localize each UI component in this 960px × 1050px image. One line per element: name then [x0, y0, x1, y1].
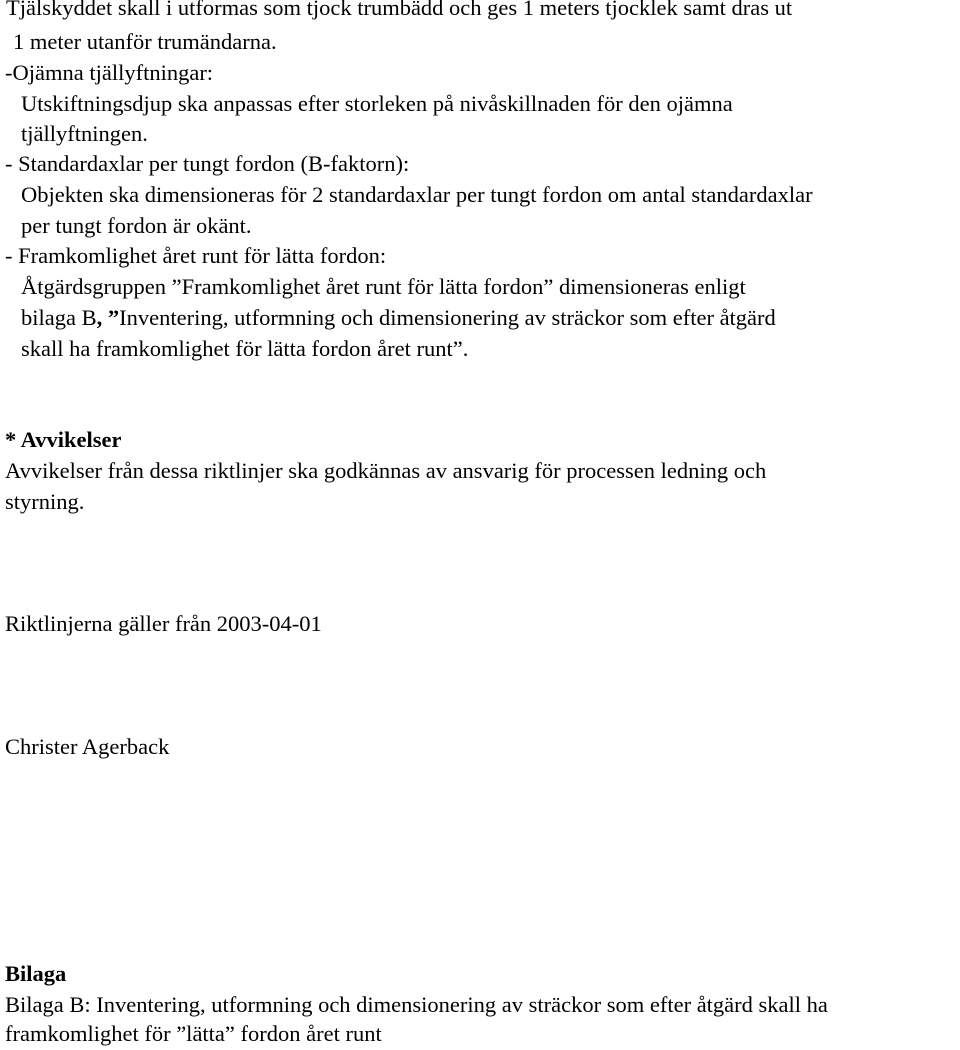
validity-date: Riktlinjerna gäller från 2003-04-01 [5, 611, 322, 636]
framkomlighet-line-3: skall ha framkomlighet för lätta fordon året runt”. [21, 336, 469, 361]
intro-line-1: Tjälskyddet skall i utformas som tjock trumbädd och ges 1 meters tjocklek samt dras ut [6, 0, 793, 20]
ojamna-line-1: Utskiftningsdjup ska anpassas efter storleken på nivåskillnaden för den ojämna [21, 91, 733, 116]
avvikelser-line-2: styrning. [5, 489, 85, 514]
standardaxlar-heading: - Standardaxlar per tungt fordon (B-faktorn): [5, 151, 410, 176]
intro-line-2: 1 meter utanför trumändarna. [13, 29, 277, 54]
bilaga-line-2: framkomlighet för ”lätta” fordon året runt [5, 1021, 382, 1046]
avvikelser-line-1: Avvikelser från dessa riktlinjer ska godkännas av ansvarig för processen ledning och [5, 458, 767, 483]
avvikelser-heading: * Avvikelser [5, 427, 122, 452]
bilaga-b-ref: bilaga B [21, 305, 97, 330]
ojamna-heading: -Ojämna tjällyftningar: [5, 60, 214, 85]
bilaga-line-1: Bilaga B: Inventering, utformning och dimensionering av sträckor som efter åtgärd skall ha [5, 992, 828, 1017]
standardaxlar-line-1: Objekten ska dimensioneras för 2 standardaxlar per tungt fordon om antal standardaxlar [21, 182, 813, 207]
framkomlighet-line-1: Åtgärdsgruppen ”Framkomlighet året runt för lätta fordon” dimensioneras enligt [21, 274, 746, 299]
framkomlighet-line-2 [21, 307, 776, 330]
framkomlighet-line-2-rest: Inventering, utformning och dimensionering av sträckor som efter åtgärd [119, 305, 776, 330]
ojamna-line-2: tjällyftningen. [21, 121, 148, 146]
standardaxlar-line-2: per tungt fordon är okänt. [21, 213, 252, 238]
framkomlighet-heading: - Framkomlighet året runt för lätta fordon: [5, 243, 387, 268]
bilaga-heading: Bilaga [5, 961, 67, 986]
signature-name: Christer Agerback [5, 734, 170, 759]
bold-separator: , ” [96, 305, 120, 330]
